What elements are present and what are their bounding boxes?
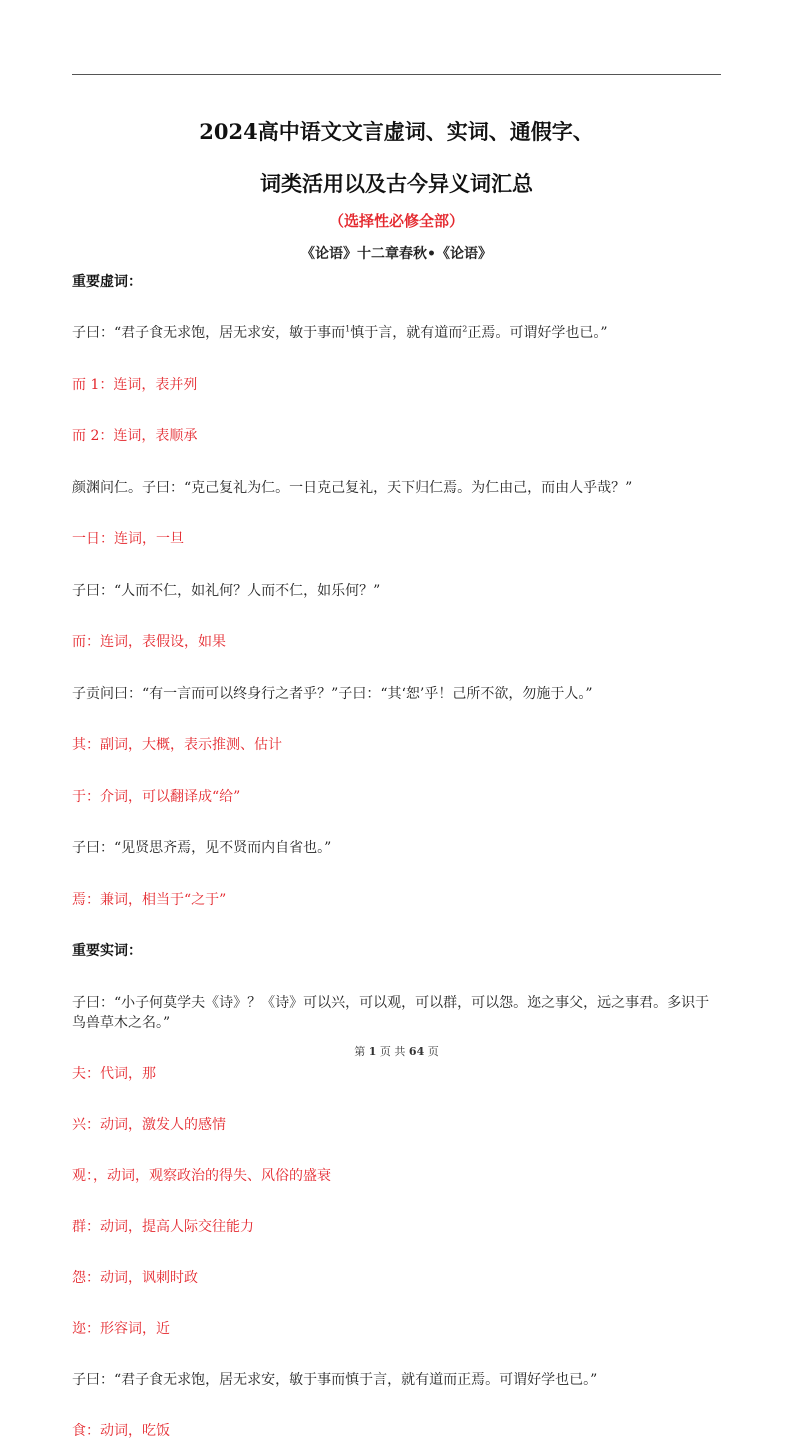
- quote-line: 子曰：“君子食无求饱，居无求安，敏于事而$^1$慎于言，就有道而$^2$正焉。可谓好学也已。”: [72, 324, 608, 341]
- quote-line: 子曰：“人而不仁，如礼何？人而不仁，如乐何？”: [72, 583, 381, 599]
- annotation-line: 其：副词，大概，表示推测、估计: [72, 737, 282, 753]
- footnote-marker: 2: [462, 324, 468, 334]
- annotation-line: 而 2：连词，表顺承: [72, 428, 198, 444]
- page-footer: 第 1 页 共 64 页: [354, 1045, 439, 1058]
- annotation-line: 于：介词，可以翻译成“给”: [72, 789, 241, 805]
- quote-line: 子曰：“君子食无求饱，居无求安，敏于事而慎于言，就有道而正焉。可谓好学也已。”: [72, 1372, 598, 1388]
- document-body: [72, 272, 722, 1441]
- quote-line: 颜渊问仁。子曰：“克己复礼为仁。一日克己复礼，天下归仁焉。为仁由己，而由人乎哉？”: [72, 480, 633, 496]
- section-heading-shici: 重要实词：: [72, 943, 142, 959]
- document-title-line-2: 词类活用以及古今异义词汇总: [260, 171, 533, 196]
- chapter-heading: 《论语》十二章春秋•《论语》: [301, 246, 492, 262]
- annotation-line: 兴：动词，激发人的感情: [72, 1117, 226, 1133]
- footnote-marker: 1: [345, 324, 351, 334]
- annotation-line: 而 1：连词，表并列: [72, 377, 198, 393]
- quote-line: 子贡问曰：“有一言而可以终身行之者乎？”子曰：“其‘恕’乎！己所不欲，勿施于人。”: [72, 686, 593, 702]
- document-title-line-1: 2024高中语文文言虚词、实词、通假字、: [199, 119, 594, 144]
- document-subtitle: （选择性必修全部）: [328, 212, 464, 230]
- quote-line: 子曰：“见贤思齐焉，见不贤而内自省也。”: [72, 840, 332, 856]
- annotation-line: 夫：代词，那: [72, 1066, 156, 1082]
- annotation-line: 食：动词，吃饭: [72, 1423, 170, 1439]
- quote-line: 子曰：“小子何莫学夫《诗》？《诗》可以兴，可以观，可以群，可以怨。迩之事父，远之事君。多识于鸟兽草木之名。”: [72, 995, 710, 1031]
- annotation-line: 怨：动词，讽刺时政: [72, 1270, 198, 1286]
- page-number: 1: [368, 1045, 377, 1058]
- header-rule: [72, 74, 721, 75]
- annotation-line: 而：连词，表假设，如果: [72, 634, 226, 650]
- annotation-line: 焉：兼词，相当于“之于”: [72, 892, 227, 908]
- annotation-line: 迩：形容词，近: [72, 1321, 170, 1337]
- annotation-line: 观：，动词，观察政治的得失、风俗的盛衰: [72, 1168, 331, 1184]
- section-heading-xuci: 重要虚词：: [72, 274, 142, 290]
- annotation-line: 群：动词，提高人际交往能力: [72, 1219, 254, 1235]
- page-total: 64: [408, 1045, 425, 1058]
- annotation-line: 一日：连词，一旦: [72, 531, 184, 547]
